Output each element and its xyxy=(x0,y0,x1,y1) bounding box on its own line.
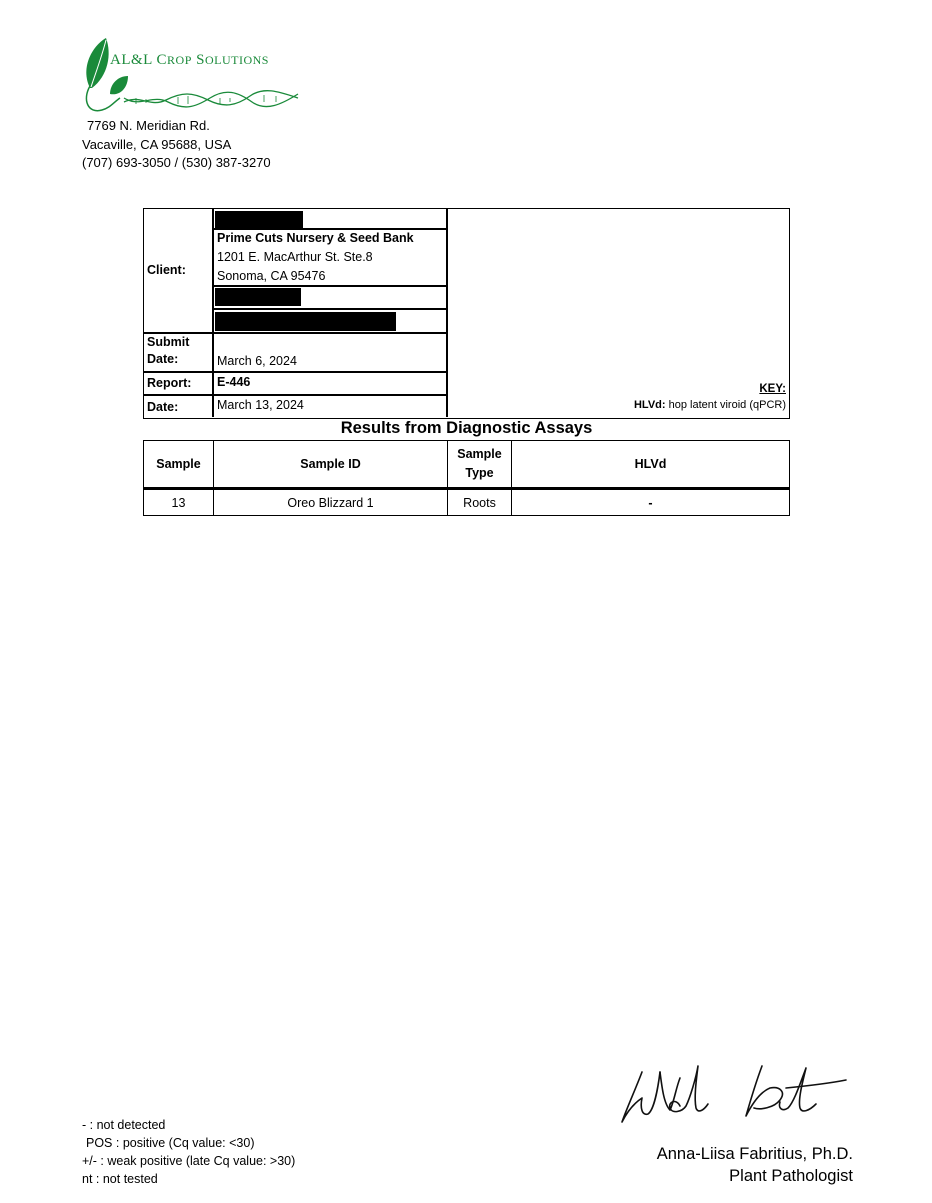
signature-image xyxy=(610,1058,860,1134)
signatory xyxy=(560,1143,853,1187)
company-logo xyxy=(80,36,300,118)
legend-item: +/- : weak positive (late Cq value: >30) xyxy=(82,1154,296,1168)
client-address-1: 1201 E. MacArthur St. Ste.8 xyxy=(217,250,373,264)
legend-item: nt : not tested xyxy=(82,1172,158,1186)
address-line-1: 7769 N. Meridian Rd. xyxy=(87,118,210,133)
redacted-block xyxy=(215,288,301,306)
date-label: Date: xyxy=(147,400,179,414)
date-value: March 13, 2024 xyxy=(217,398,304,412)
cell-sample: 13 xyxy=(144,489,214,516)
redacted-block xyxy=(215,211,303,228)
results-header-row xyxy=(144,441,790,489)
table-row xyxy=(144,489,790,516)
submit-date-value: March 6, 2024 xyxy=(217,354,297,368)
signatory-title: Plant Pathologist xyxy=(729,1167,853,1185)
results-table xyxy=(143,440,790,516)
legend-item: POS : positive (Cq value: <30) xyxy=(86,1136,255,1150)
cell-sample-type: Roots xyxy=(448,489,512,516)
leaf-helix-logo-icon xyxy=(80,36,300,118)
client-details xyxy=(217,229,414,286)
signature-icon xyxy=(610,1058,860,1134)
company-name: AL&L CROP SOLUTIONS xyxy=(110,52,269,68)
key-title: KEY: xyxy=(759,383,786,395)
header-sample: Sample xyxy=(144,441,214,489)
cell-hlvd: - xyxy=(512,489,790,516)
client-address-2: Sonoma, CA 95476 xyxy=(217,269,326,283)
company-phone: (707) 693-3050 / (530) 387-3270 xyxy=(82,155,271,170)
report-info-box xyxy=(143,208,790,419)
signatory-name: Anna-Liisa Fabritius, Ph.D. xyxy=(656,1145,853,1163)
header-sample-id: Sample ID xyxy=(214,441,448,489)
legend-item: - : not detected xyxy=(82,1118,166,1132)
header-sample-type: Sample Type xyxy=(448,441,512,489)
cell-sample-id: Oreo Blizzard 1 xyxy=(214,489,448,516)
redacted-block xyxy=(215,312,396,331)
key-definition: HLVd: hop latent viroid (qPCR) xyxy=(633,399,786,411)
report-label: Report: xyxy=(147,376,192,390)
address-line-2: Vacaville, CA 95688, USA xyxy=(82,136,232,152)
company-address xyxy=(82,117,271,173)
header-hlvd: HLVd xyxy=(512,441,790,489)
submit-date-label: Submit Date: xyxy=(147,335,190,366)
results-legend xyxy=(82,1116,295,1188)
client-label: Client: xyxy=(147,263,186,277)
report-number: E-446 xyxy=(217,375,251,389)
results-title: Results from Diagnostic Assays xyxy=(340,419,593,437)
client-name: Prime Cuts Nursery & Seed Bank xyxy=(217,231,414,245)
